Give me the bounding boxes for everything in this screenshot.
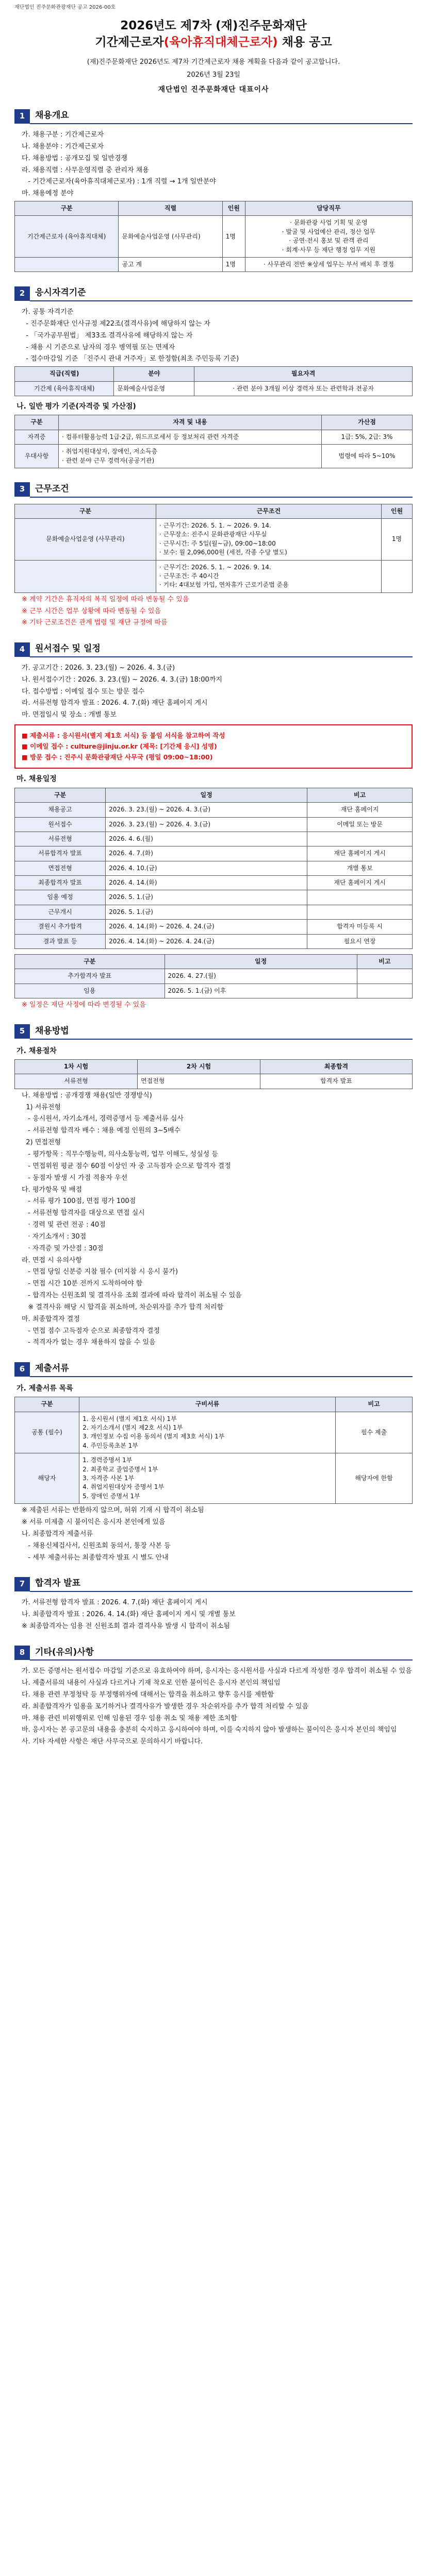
table-cell: 2026. 4. 14.(화) ~ 2026. 4. 24.(금) [106,920,307,934]
column-header: 직급(직렬) [15,367,114,381]
title-tail: 채용 공고 [277,36,332,49]
table-cell: 최종합격자 발표 [15,876,106,890]
table-row [15,560,413,592]
table-cell: · 근무기간: 2026. 5. 1. ~ 2026. 9. 14. · 근무장소: 진주시 문화관광재단 사무실 · 근무시간: 주 5일(월~금), 09:00~18:00 · 보수: 월 2,096,000원 (세전, 각종 수당 별도) [156,518,381,560]
list-item: - 면접 당일 신분증 지참 필수 (미지참 시 응시 불가) [22,1268,178,1276]
table-cell: 필요시 연장 [307,934,413,948]
section-number: 4 [14,642,30,657]
table-row [15,518,413,560]
list-item: - 세부 제출서류는 최종합격자 발표 시 별도 안내 [22,1553,169,1562]
column-header: 구분 [15,415,59,430]
subsection-title: 마. 채용일정 [17,775,57,784]
title-main: 기간제근로자 [95,36,164,49]
title-line-2 [14,34,413,50]
section-3-header [14,482,413,498]
table-cell: 서류합격자 발표 [15,846,106,861]
list-item: - 서류 평가 100점, 면접 평가 100점 [22,1197,136,1206]
table-cell [307,905,413,919]
recruit-table [14,201,413,272]
table-cell: 1. 경력증명서 1부 2. 최종학교 졸업증명서 1부 3. 자격증 사본 1부 4. 취업지원대상자 증명서 1부 5. 장애인 증명서 1부 [79,1453,336,1504]
table-cell: 2026. 5. 1.(금) 이후 [165,984,357,998]
section-1-items [14,130,413,199]
table-cell: 면접전형 [15,861,106,875]
table-cell: 1명 [222,216,245,258]
section-8-header [14,1645,413,1661]
table-cell [357,969,412,984]
table-cell: 우대사항 [15,445,59,468]
list-item: ※ 제출된 서류는 반환하지 않으며, 허위 기재 시 합격이 취소됨 [22,1506,204,1515]
table-header-row [15,788,413,802]
table-cell: 원서접수 [15,817,106,832]
table-cell: 2026. 4. 14.(화) ~ 2026. 4. 24.(금) [106,934,307,948]
section-2-header [14,285,413,301]
list-item: 2) 면접전형 [22,1139,61,1147]
section-4-items [14,664,413,720]
table-row [15,890,413,905]
list-item: - 서류전형 합격자 배수 : 채용 예정 인원의 3~5배수 [22,1127,181,1135]
table-cell [307,832,413,846]
column-header: 구분 [15,788,106,802]
table-cell: 추가합격자 발표 [15,969,165,984]
subsection-title: 가. 제출서류 목록 [17,1384,73,1393]
subsection-title: 나. 일반 평가 기준(자격증 및 가산점) [17,402,136,411]
list-item: 나. 채용분야 : 기간제근로자 [22,142,104,150]
table-cell: · 근무기간: 2026. 5. 1. ~ 2026. 9. 14. · 근무조건: 주 40시간 · 기타: 4대보험 가입, 연차휴가 근로기준법 준용 [156,560,381,592]
table-cell: 2026. 4. 10.(금) [106,861,307,875]
list-item: 나. 제출서류의 내용이 사실과 다르거나 기재 착오로 인한 불이익은 응시자 본인의 책임임 [22,1679,281,1687]
list-item: ※ 결격사유 해당 시 합격을 취소하며, 차순위자를 추가 합격 처리함 [22,1303,224,1311]
list-item: ■ 제출서류 : 응시원서(별지 제1호 서식) 등 붙임 서식을 참고하여 작성 [22,732,225,740]
documents-table [14,1397,413,1504]
list-item: ■ 방문 접수 : 진주시 문화관광재단 사무국 (평일 09:00~18:00) [22,753,213,761]
column-header: 비고 [307,788,413,802]
qualification-table [14,366,413,396]
column-header: 자격 및 내용 [59,415,322,430]
section-4-header [14,641,413,657]
table-header-row [15,201,413,216]
list-item: 다. 채용 관련 부정청탁 등 부정행위자에 대해서는 합격을 취소하고 향후 응시를 제한함 [22,1690,274,1699]
list-item: 가. 서류전형 합격자 발표 : 2026. 4. 7.(화) 재단 홈페이지 게시 [22,1599,208,1607]
section-3-notes [14,595,413,629]
table-cell: 재단 홈페이지 [307,803,413,817]
table-cell: 2026. 3. 23.(월) ~ 2026. 4. 3.(금) [106,803,307,817]
list-item: 가. 채용구분 : 기간제근로자 [22,131,104,139]
section-5-header [14,1024,413,1040]
section-7-items [14,1598,413,1632]
table-cell: 공고 계 [119,258,222,272]
table-cell [307,890,413,905]
table-cell: 1명 [222,258,245,272]
column-header: 구분 [15,955,165,969]
table-cell: 재단 홈페이지 게시 [307,846,413,861]
list-item: ■ 이메일 접수 : culture@jinju.or.kr (제목: [기간제 응시] 성명) [22,742,217,751]
table-cell: 공통 (필수) [15,1412,79,1453]
list-item: 나. 최종합격자 제출서류 [22,1530,93,1538]
list-item: 마. 면접일시 및 장소 : 개별 통보 [22,711,117,719]
table-cell: 해당자에 한함 [336,1453,413,1504]
section-5-items [14,1091,413,1348]
table-row [15,969,413,984]
column-header: 담당직무 [245,201,412,216]
column-header: 최종합격 [260,1059,412,1074]
column-header: 구분 [15,504,156,518]
table-cell: 2026. 4. 27.(월) [165,969,357,984]
table-row [15,984,413,998]
schedule-table-2 [14,954,413,998]
section-number: 6 [14,1362,30,1377]
list-item: 다. 접수방법 : 이메일 접수 또는 방문 접수 [22,687,145,696]
table-cell: 1. 응시원서 (별지 제1호 서식) 1부 2. 자기소개서 (별지 제2호 서식) 1부 3. 개인정보 수집 이용 동의서 (별지 제3호 서식) 1부 4. 주민등록초본 1부 [79,1412,336,1453]
table-cell: 재단 홈페이지 게시 [307,876,413,890]
column-header: 구비서류 [79,1397,336,1412]
list-item: - 채용신체검사서, 신원조회 동의서, 통장 사본 등 [22,1541,171,1550]
list-item: 라. 면접 시 유의사항 [22,1256,82,1264]
list-item: ※ 계약 기간은 휴직자의 복직 일정에 따라 변동될 수 있음 [22,595,189,603]
notice-date: 2026년 3월 23일 [187,71,240,79]
list-item: - 적격자가 없는 경우 채용하지 않을 수 있음 [22,1338,156,1347]
table-cell: 문화예술사업운영 (사무관리) [15,518,156,560]
table-cell: 문화예술사업운영 [114,381,194,396]
table-cell: 이메일 또는 방문 [307,817,413,832]
table-row [15,934,413,948]
column-header: 직렬 [119,201,222,216]
column-header: 일정 [106,788,307,802]
section-number: 1 [14,109,30,124]
column-header: 비고 [336,1397,413,1412]
column-header: 1차 시험 [15,1059,138,1074]
table-cell: 근무개시 [15,905,106,919]
section-number: 8 [14,1646,30,1660]
table-header-row [15,367,413,381]
table-cell: 임용 [15,984,165,998]
column-header: 필요자격 [194,367,413,381]
table-cell: 기간제근로자 (육아휴직대체) [15,216,119,258]
section-8-items [14,1667,413,1747]
schedule-table [14,788,413,949]
table-cell: 2026. 4. 7.(화) [106,846,307,861]
table-cell: 임용 예정 [15,890,106,905]
table-header-row [15,1059,413,1074]
list-item: 나. 원서접수기간 : 2026. 3. 23.(월) ~ 2026. 4. 3.(금) 18:00까지 [22,675,222,684]
section-number: 2 [14,286,30,301]
list-item: - 접수마감일 기준 「진주시 관내 거주자」로 한정함(최초 주민등록 기준) [22,355,239,363]
table-cell: 2026. 5. 1.(금) [106,890,307,905]
table-cell: 면접전형 [137,1074,260,1089]
list-item: - 「국가공무원법」 제33조 결격사유에 해당하지 않는 자 [22,331,193,340]
list-item: 라. 채용직렬 : 사무운영직렬 중 관리자 채용 [22,166,149,174]
table-cell: 서류전형 [15,1074,138,1089]
table-cell: · 관련 분야 3개월 이상 경력자 또는 관련학과 전공자 [194,381,413,396]
column-header: 인원 [382,504,413,518]
table-cell: 합격자 미등록 시 [307,920,413,934]
list-item: - 기간제근로자(육아휴직대체근로자) : 1개 직렬 → 1개 일반분야 [22,178,216,186]
section-title: 채용방법 [30,1024,413,1040]
table-cell: 2026. 4. 14.(화) [106,876,307,890]
list-item: - 응시원서, 자기소개서, 경력증명서 등 제출서류 심사 [22,1115,184,1123]
title-line-1: 2026년도 제7차 (재)진주문화재단 [120,19,307,32]
table-row [15,445,413,468]
section-title: 원서접수 및 일정 [30,641,413,657]
table-row [15,803,413,817]
table-cell: 1급: 5%, 2급: 3% [321,430,412,444]
table-cell: 1명 [382,518,413,560]
table-row [15,381,413,396]
section-number: 7 [14,1577,30,1591]
table-cell [357,984,412,998]
section-title: 합격자 발표 [30,1576,413,1592]
table-cell: 합격자 발표 [260,1074,412,1089]
list-item: 나. 채용방법 : 공개경쟁 채용(일반 경쟁방식) [22,1091,152,1099]
table-row [15,876,413,890]
bonus-table [14,415,413,468]
list-item: 다. 평가항목 및 배점 [22,1185,82,1194]
table-cell: · 사무관리 전반 ※상세 업무는 부서 배치 후 결정 [245,258,412,272]
section-1-header [14,108,413,124]
column-header: 일정 [165,955,357,969]
table-cell: · 컴퓨터활용능력 1급·2급, 워드프로세서 등 정보처리 관련 자격증 [59,430,322,444]
work-condition-table [14,504,413,593]
table-row [15,1412,413,1453]
list-item: - 합격자는 신원조회 및 결격사유 조회 결과에 따라 합격이 취소될 수 있음 [22,1292,242,1300]
list-item: 마. 채용예정 분야 [22,190,74,198]
list-item: 나. 최종합격자 발표 : 2026. 4. 14.(화) 재단 홈페이지 게시 및 개별 통보 [22,1610,236,1618]
table-cell: 기간제 (육아휴직대체) [15,381,114,396]
table-row [15,817,413,832]
list-item: - 동점자 발생 시 가점 적용자 우선 [22,1174,128,1182]
list-item: · 자기소개서 : 30점 [22,1232,87,1241]
list-item: ※ 최종합격자는 임용 전 신원조회 결과 결격사유 발생 시 합격이 취소됨 [22,1622,230,1630]
table-cell: 2026. 3. 23.(월) ~ 2026. 4. 3.(금) [106,817,307,832]
section-title: 제출서류 [30,1361,413,1377]
table-header-row [15,504,413,518]
schedule-note: ※ 일정은 재단 사정에 따라 변경될 수 있음 [22,1001,146,1009]
table-row [15,216,413,258]
table-row [15,846,413,861]
table-cell: 법령에 따라 5~10% [321,445,412,468]
table-header-row [15,1397,413,1412]
table-cell [15,258,119,272]
intro-text: (재)진주문화재단 2026년도 제7차 기간제근로자 채용 계획을 다음과 같이 공고합니다. [87,58,340,66]
list-item: 라. 서류전형 합격자 발표 : 2026. 4. 7.(화) 재단 홈페이지 게시 [22,699,208,707]
table-row [15,1453,413,1504]
table-row [15,861,413,875]
section-2-items [14,308,413,364]
table-cell: 채용공고 [15,803,106,817]
column-header: 2차 시험 [137,1059,260,1074]
table-cell: 결원시 추가합격 [15,920,106,934]
table-cell: · 취업지원대상자, 장애인, 저소득층 · 관련 분야 근무 경력자(공공기관) [59,445,322,468]
list-item: 바. 응시자는 본 공고문의 내용을 충분히 숙지하고 응시하여야 하며, 이를 숙지하지 않아 발생하는 불이익은 응시자 본인의 책임임 [22,1726,397,1734]
section-title: 응시자격기준 [30,285,413,301]
list-item: - 서류전형 합격자를 대상으로 면접 실시 [22,1209,145,1217]
table-cell: 결과 발표 등 [15,934,106,948]
list-item: 가. 공통 자격기준 [22,308,74,316]
table-cell: 서류전형 [15,832,106,846]
process-table [14,1059,413,1089]
subsection-title: 가. 채용절차 [17,1046,57,1055]
section-title: 근무조건 [30,482,413,498]
section-7-header [14,1576,413,1592]
table-row [15,430,413,444]
list-item: 가. 공고기간 : 2026. 3. 23.(월) ~ 2026. 4. 3.(금) [22,664,175,672]
table-header-row [15,415,413,430]
section-number: 5 [14,1024,30,1039]
list-item: ※ 기타 근로조건은 관계 법령 및 재단 규정에 따름 [22,619,168,627]
section-number: 3 [14,482,30,497]
table-cell [382,560,413,592]
list-item: 마. 최종합격자 결정 [22,1315,80,1323]
list-item: - 평가항목 : 직무수행능력, 의사소통능력, 업무 이해도, 성실성 등 [22,1150,218,1158]
table-cell [15,560,156,592]
page-title [14,18,413,50]
list-item: · 자격증 및 가산점 : 30점 [22,1244,104,1252]
list-item: - 면접 시간 10분 전까지 도착하여야 함 [22,1280,143,1288]
table-cell: 자격증 [15,430,59,444]
table-cell: · 문화관광 사업 기획 및 운영 · 발굴 및 사업예산 관리, 정산 업무 · 공연·전시 홍보 및 관객 관리 · 회계·사무 등 재단 행정 업무 지원 [245,216,412,258]
table-row [15,920,413,934]
title-highlight: (육아휴직대체근로자) [163,36,278,49]
list-item: - 면접 점수 고득점자 순으로 최종합격자 결정 [22,1327,160,1335]
table-header-row [15,955,413,969]
table-row [15,258,413,272]
top-note: 재단법인 진주문화관광재단 공고 2026-00호 [14,5,116,10]
column-header: 가산점 [321,415,412,430]
column-header: 구분 [15,1397,79,1412]
column-header: 구분 [15,201,119,216]
table-row [15,905,413,919]
list-item: - 채용 시 기준으로 남자의 경우 병역필 또는 면제자 [22,343,175,351]
list-item: ※ 근무 시간은 업무 상황에 따라 변동될 수 있음 [22,607,161,615]
list-item: · 경력 및 관련 전공 : 40점 [22,1221,106,1229]
list-item: 가. 모든 증명서는 원서접수 마감일 기준으로 유효하여야 하며, 응시자는 응시원서를 사실과 다르게 작성한 경우 합격이 취소될 수 있음 [22,1667,412,1675]
table-cell: 2026. 4. 6.(월) [106,832,307,846]
table-cell: 해당자 [15,1453,79,1504]
table-cell: 문화예술사업운영 (사무관리) [119,216,222,258]
list-item: 사. 기타 자세한 사항은 재단 사무국으로 문의하시기 바랍니다. [22,1738,203,1746]
section-6-items [14,1506,413,1563]
table-row [15,832,413,846]
list-item: - 면접위원 평균 점수 60점 이상인 자 중 고득점자 순으로 합격자 결정 [22,1162,231,1170]
list-item: 다. 채용방법 : 공개모집 및 일반경쟁 [22,154,127,162]
column-header: 분야 [114,367,194,381]
table-cell: 2026. 5. 1.(금) [106,905,307,919]
list-item: 마. 채용 관련 비위행위로 인해 임용된 경우 임용 취소 및 채용 제한 조치함 [22,1714,237,1722]
column-header: 인원 [222,201,245,216]
list-item: 1) 서류전형 [22,1103,61,1111]
column-header: 비고 [357,955,412,969]
submission-box [14,724,413,769]
section-title: 기타(유의)사항 [30,1645,413,1661]
section-6-header [14,1361,413,1377]
list-item: ※ 서류 미제출 시 불이익은 응시자 본인에게 있음 [22,1518,166,1527]
section-title: 채용개요 [30,108,413,124]
org-name: 재단법인 진주문화재단 대표이사 [158,86,269,94]
table-row [15,1074,413,1089]
table-cell: 필수 제출 [336,1412,413,1453]
list-item: - 진주문화재단 인사규정 제22조(결격사유)에 해당하지 않는 자 [22,319,210,328]
table-cell: 개별 통보 [307,861,413,875]
column-header: 근무조건 [156,504,381,518]
list-item: 라. 최종합격자가 임용을 포기하거나 결격사유가 발생한 경우 차순위자를 추가 합격 처리할 수 있음 [22,1702,309,1710]
